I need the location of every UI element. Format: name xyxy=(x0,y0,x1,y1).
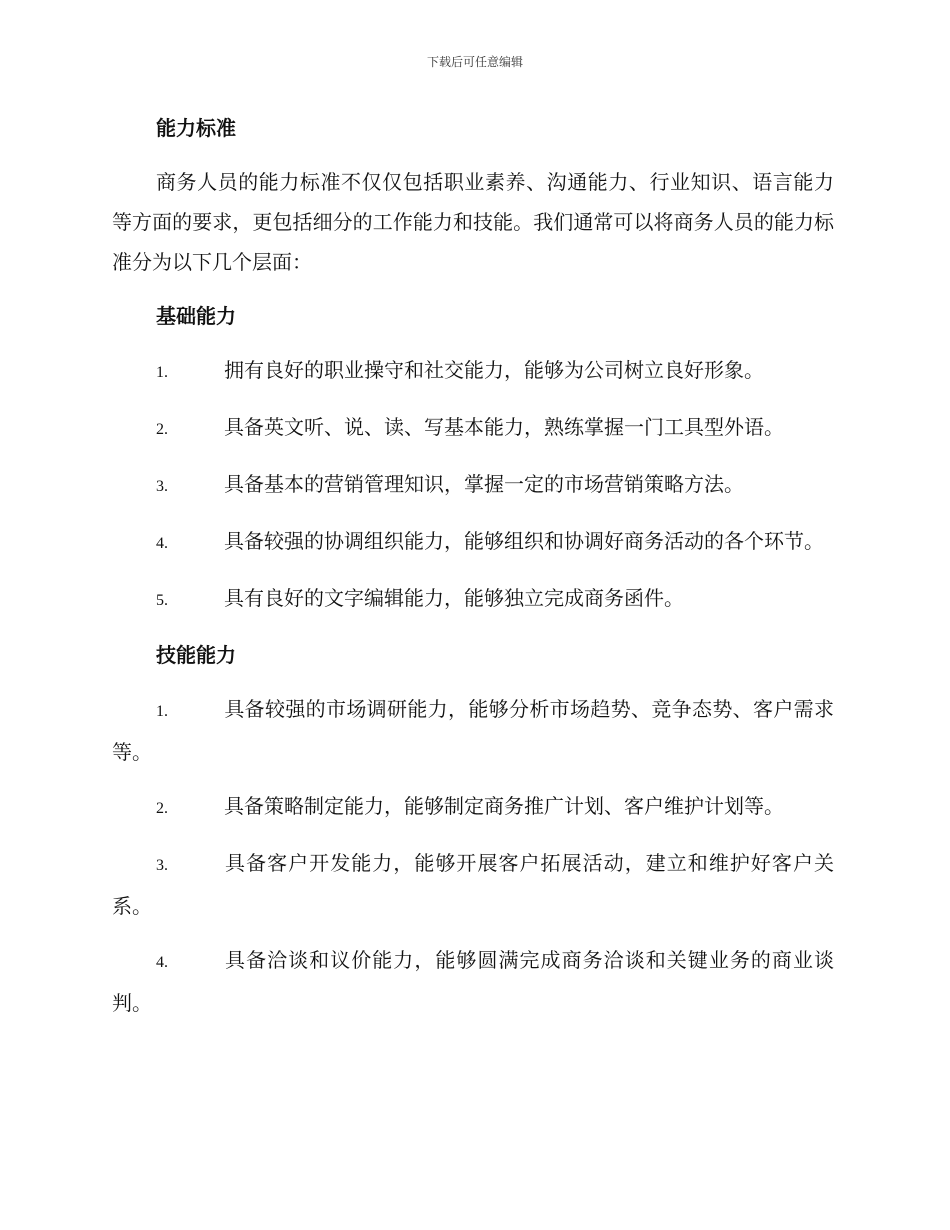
list-number: 2. xyxy=(156,421,168,438)
list-text: 具有良好的文字编辑能力，能够独立完成商务函件。 xyxy=(224,586,684,610)
list-text: 具备较强的市场调研能力，能够分析市场趋势、竞争态势、客户需求等。 xyxy=(112,697,834,764)
list-item xyxy=(112,786,834,829)
heading-basic-ability: 基础能力 xyxy=(156,304,236,328)
list-item xyxy=(112,407,834,450)
list-item xyxy=(112,578,834,621)
list-text: 拥有良好的职业操守和社交能力，能够为公司树立良好形象。 xyxy=(224,358,764,382)
list-item xyxy=(112,350,834,393)
list-text: 具备洽谈和议价能力，能够圆满完成商务洽谈和关键业务的商业谈判。 xyxy=(112,948,834,1015)
heading-ability-standard: 能力标准 xyxy=(156,116,236,140)
list-text: 具备基本的营销管理知识，掌握一定的市场营销策略方法。 xyxy=(224,472,744,496)
list-item xyxy=(112,689,834,772)
list-number: 4. xyxy=(156,954,168,971)
list-number: 3. xyxy=(156,857,168,874)
list-item xyxy=(112,464,834,507)
list-text: 具备较强的协调组织能力，能够组织和协调好商务活动的各个环节。 xyxy=(224,529,824,553)
list-item xyxy=(112,843,834,926)
list-text: 具备客户开发能力，能够开展客户拓展活动，建立和维护好客户关系。 xyxy=(112,851,834,918)
heading-skill-ability: 技能能力 xyxy=(156,643,236,667)
intro-paragraph: 商务人员的能力标准不仅仅包括职业素养、沟通能力、行业知识、语言能力等方面的要求，更包括细分的工作能力和技能。我们通常可以将商务人员的能力标准分为以下几个层面： xyxy=(112,170,834,274)
list-item xyxy=(112,940,834,1023)
list-number: 1. xyxy=(156,364,168,381)
list-text: 具备英文听、说、读、写基本能力，熟练掌握一门工具型外语。 xyxy=(224,415,784,439)
list-number: 3. xyxy=(156,478,168,495)
list-text: 具备策略制定能力，能够制定商务推广计划、客户维护计划等。 xyxy=(224,794,784,818)
page-header-note: 下载后可任意编辑 xyxy=(426,55,523,69)
list-number: 1. xyxy=(156,703,168,720)
list-number: 5. xyxy=(156,592,168,609)
list-number: 2. xyxy=(156,800,168,817)
list-number: 4. xyxy=(156,535,168,552)
list-item xyxy=(112,521,834,564)
document-body xyxy=(112,108,834,1037)
